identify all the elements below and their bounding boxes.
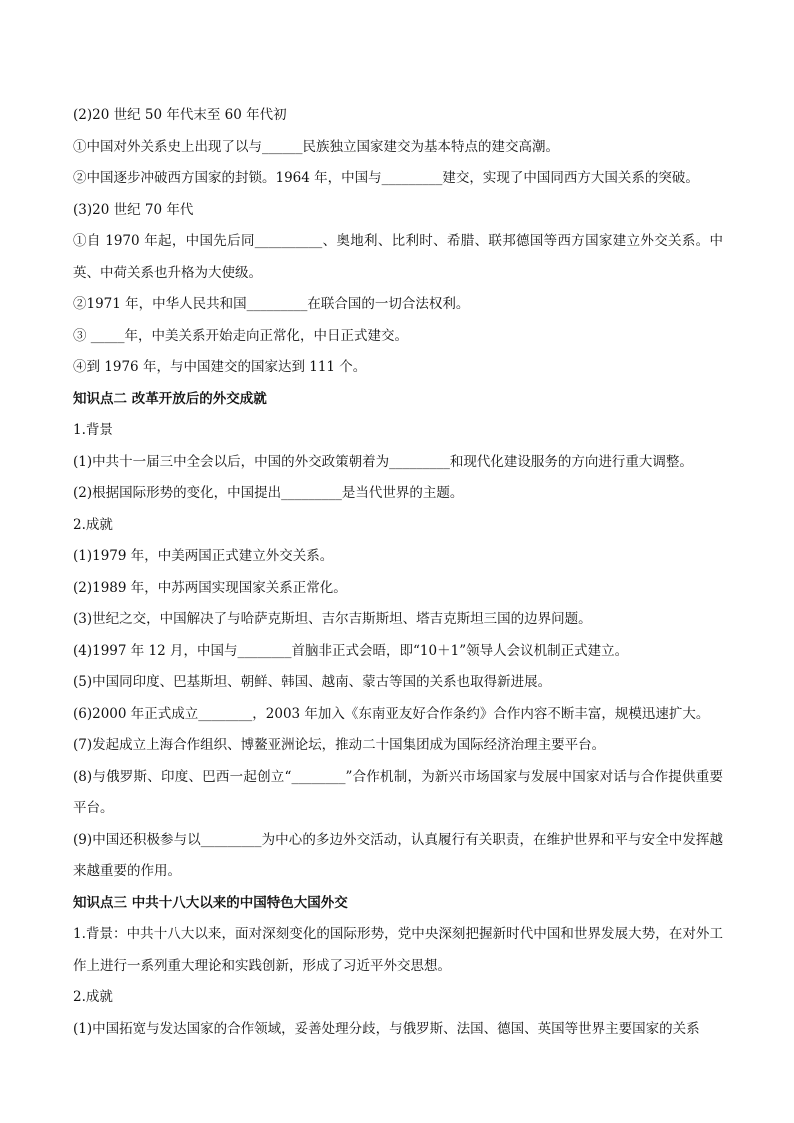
list-item: (4)1997 年 12 月，中国与________首脑非正式会晤，即“10＋1”领导人会议机制正式建立。 <box>73 642 629 659</box>
list-item: (1)1979 年，中美两国正式建立外交关系。 <box>73 548 334 564</box>
list-item: (1)中共十一届三中全会以后，中国的外交政策朝着为_________和现代化建设服务的方向进行重大调整。 <box>73 453 693 470</box>
list-item: ①中国对外关系史上出现了以与______民族独立国家建交为基本特点的建交高潮。 <box>73 138 559 155</box>
list-item: ②中国逐步冲破西方国家的封锁。1964 年，中国与_________建交，实现了中国同西方大国关系的突破。 <box>73 170 699 186</box>
section-title-1950s-60s: (2)20 世纪 50 年代末至 60 年代初 <box>73 107 287 123</box>
subsection-label: 1.背景 <box>73 422 113 438</box>
list-item: ②1971 年，中华人民共和国_________在联合国的一切合法权利。 <box>73 296 470 312</box>
list-item: (8)与俄罗斯、印度、巴西一起创立“________”合作机制，为新兴市场国家与发展中国家对话与合作提供重要平台。 <box>73 768 723 816</box>
list-item: (1)中国拓宽与发达国家的合作领域，妥善处理分歧，与俄罗斯、法国、德国、英国等世界主要国家的关系 <box>73 1020 700 1037</box>
section-title-1970s: (3)20 世纪 70 年代 <box>73 201 194 218</box>
list-item: ③ _____年，中美关系开始走向正常化，中日正式建交。 <box>73 327 409 344</box>
document-body <box>73 100 723 1045</box>
list-item: (7)发起成立上海合作组织、博鳌亚洲论坛，推动二十国集团成为国际经济治理主要平台。 <box>73 737 606 753</box>
paragraph: 1.背景：中共十八大以来，面对深刻变化的国际形势，党中央深刻把握新时代中国和世界发展大势，在对外工作上进行一系列重大理论和实践创新，形成了习近平外交思想。 <box>73 926 723 974</box>
subsection-label: 2.成就 <box>73 516 113 533</box>
subsection-label: 2.成就 <box>73 989 113 1005</box>
list-item: ①自 1970 年起，中国先后同__________、奥地利、比利时、希腊、联邦德国等西方国家建立外交关系。中英、中荷关系也升格为大使级。 <box>73 233 723 281</box>
list-item: (6)2000 年正式成立________，2003 年加入《东南亚友好合作条约》合作内容不断丰富，规模迅速扩大。 <box>73 705 710 722</box>
knowledge-point-3-heading: 知识点三 中共十八大以来的中国特色大国外交 <box>73 894 348 911</box>
list-item: (2)1989 年，中苏两国实现国家关系正常化。 <box>73 579 347 596</box>
list-item: (5)中国同印度、巴基斯坦、朝鲜、韩国、越南、蒙古等国的关系也取得新进展。 <box>73 674 552 690</box>
knowledge-point-2-heading: 知识点二 改革开放后的外交成就 <box>73 390 267 407</box>
list-item: (2)根据国际形势的变化，中国提出_________是当代世界的主题。 <box>73 485 464 501</box>
list-item: (9)中国还积极参与以_________为中心的多边外交活动，认真履行有关职责，在维护世界和平与安全中发挥越来越重要的作用。 <box>73 831 723 879</box>
list-item: (3)世纪之交，中国解决了与哈萨克斯坦、吉尔吉斯斯坦、塔吉克斯坦三国的边界问题。 <box>73 611 592 627</box>
list-item: ④到 1976 年，与中国建交的国家达到 111 个。 <box>73 359 367 375</box>
